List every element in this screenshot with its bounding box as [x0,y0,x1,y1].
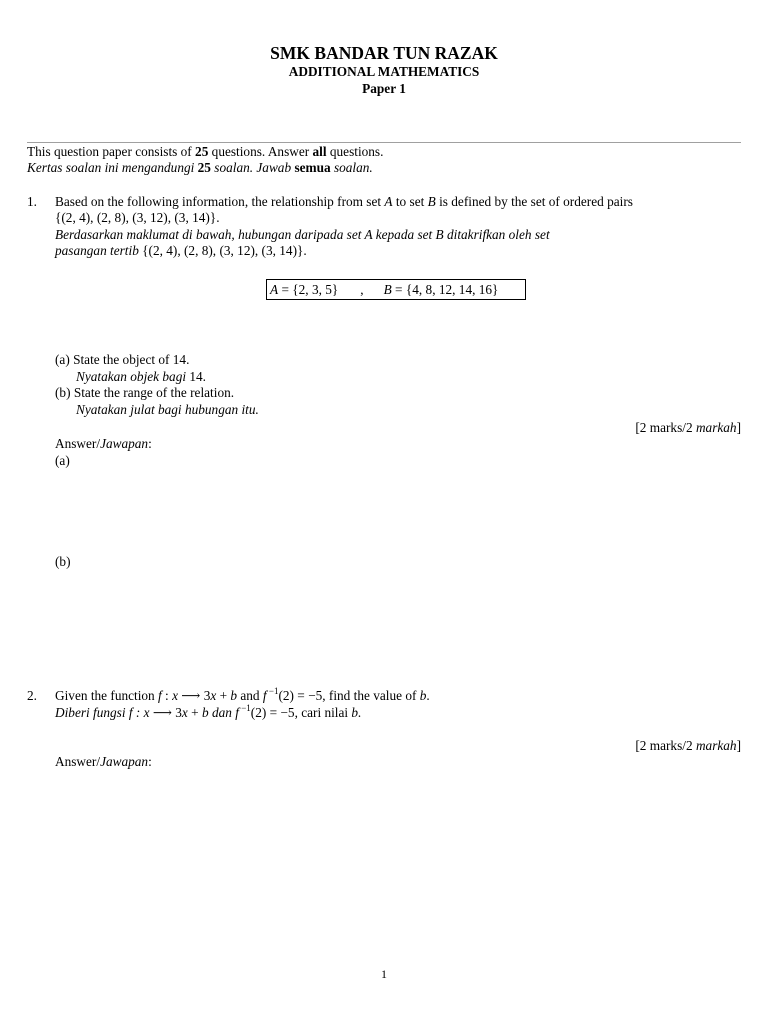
question-1-malay-line2: pasangan tertib {(2, 4), (2, 8), (3, 12), (3, 14)}. [55,243,307,258]
question-1-part-a-malay: Nyatakan objek bagi 14. [76,369,206,384]
question-2-text: Given the function f : x ⟶ 3x + b and f $^{-1}$(2) = −5, find the value of b. [55,685,430,703]
question-1-malay-line1: Berdasarkan maklumat di bawah, hubungan daripada set A kepada set B ditakrifkan oleh set [55,227,550,242]
subject-title: ADDITIONAL MATHEMATICS [288,64,480,79]
instructions-malay: Kertas soalan ini mengandungi 25 soalan. Jawab semua soalan. [27,160,373,175]
question-1-marks: [2 marks/2 markah] [635,420,741,435]
question-1-part-a: (a) State the object of 14. [55,352,190,367]
question-1-text-line1: Based on the following information, the relationship from set A to set B is defined by the set of ordered pairs [55,194,633,209]
question-2-malay-text: Diberi fungsi f : x ⟶ 3x + b dan f $^{-1}$(2) = −5, cari nilai b. [55,702,362,720]
question-1-answer-a: (a) [55,453,70,468]
question-1-answer-label: Answer/Jawapan: [55,436,152,451]
instructions-english: This question paper consists of 25 questions. Answer all questions. [27,144,384,159]
question-2-marks: [2 marks/2 markah] [635,738,741,753]
question-2-answer-label: Answer/Jawapan: [55,754,152,769]
header-divider [27,142,741,143]
set-definition-box: A = {2, 3, 5} , B = {4, 8, 12, 14, 16} [266,279,526,300]
question-1-part-b: (b) State the range of the relation. [55,385,235,400]
school-name: SMK BANDAR TUN RAZAK [270,43,498,63]
question-2-number: 2. [27,688,37,703]
question-1-answer-b: (b) [55,554,71,569]
question-1-number: 1. [27,194,37,209]
paper-number: Paper 1 [362,81,406,96]
question-1-part-b-malay: Nyatakan julat bagi hubungan itu. [76,402,259,417]
page-number: 1 [381,967,387,981]
question-1-ordered-pairs: {(2, 4), (2, 8), (3, 12), (3, 14)}. [55,210,220,225]
